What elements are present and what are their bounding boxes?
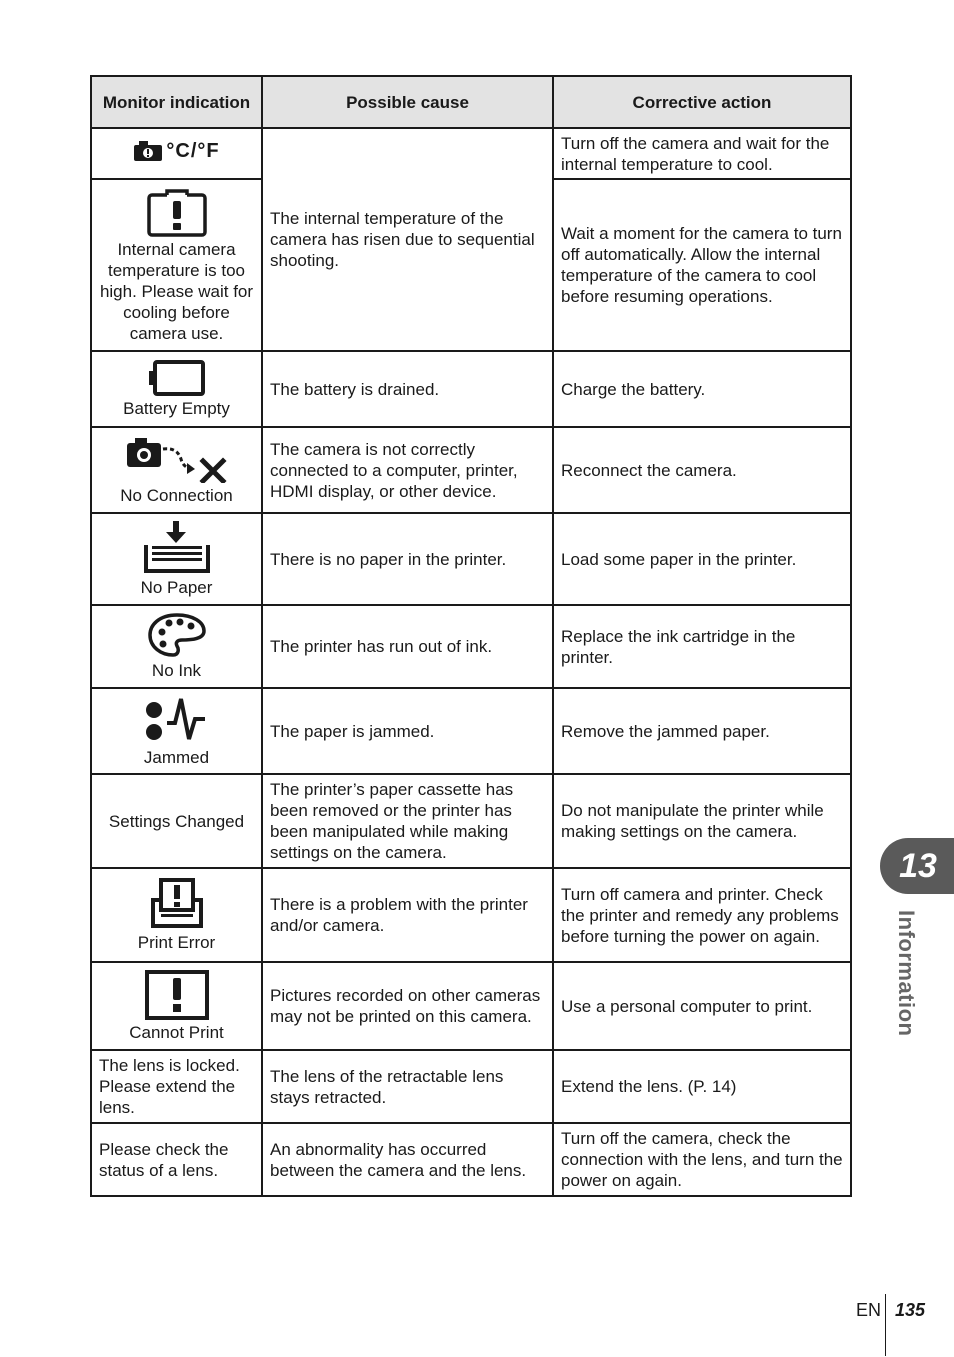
cause-cell: The lens of the retractable lens stays retracted. bbox=[262, 1050, 553, 1123]
monitor-cell: Please check the status of a lens. bbox=[91, 1123, 262, 1196]
monitor-label: Print Error bbox=[137, 932, 216, 952]
cause-cell: Pictures recorded on other cameras may not be printed on this camera. bbox=[262, 962, 553, 1050]
cause-cell: The printer has run out of ink. bbox=[262, 605, 553, 688]
monitor-label: No Paper bbox=[140, 577, 213, 597]
cause-cell: There is a problem with the printer and/or camera. bbox=[262, 868, 553, 962]
monitor-cell bbox=[91, 688, 262, 774]
temperature-unit-label: °C/°F bbox=[166, 139, 220, 162]
chapter-title: Information bbox=[894, 910, 919, 1037]
table-row bbox=[91, 868, 851, 962]
table-row bbox=[91, 1050, 851, 1123]
monitor-cell bbox=[91, 868, 262, 962]
footer-divider bbox=[885, 1294, 886, 1356]
cause-cell: The internal temperature of the camera has risen due to sequential shooting. bbox=[262, 128, 553, 351]
table-row bbox=[91, 688, 851, 774]
monitor-cell bbox=[91, 962, 262, 1050]
table-row bbox=[91, 774, 851, 868]
cause-cell: The camera is not correctly connected to a computer, printer, HDMI display, or other device. bbox=[262, 427, 553, 513]
header-monitor-indication: Monitor indication bbox=[91, 76, 262, 128]
action-cell: Do not manipulate the printer while making settings on the camera. bbox=[553, 774, 851, 868]
action-cell: Extend the lens. (P. 14) bbox=[553, 1050, 851, 1123]
cause-cell: An abnormality has occurred between the camera and the lens. bbox=[262, 1123, 553, 1196]
action-cell: Turn off camera and printer. Check the printer and remedy any problems before turning the power on again. bbox=[553, 868, 851, 962]
monitor-cell bbox=[91, 605, 262, 688]
battery-empty-icon bbox=[149, 360, 205, 396]
action-cell: Turn off the camera and wait for the internal temperature to cool. bbox=[553, 128, 851, 179]
table-header-row bbox=[91, 76, 851, 128]
table-row bbox=[91, 962, 851, 1050]
action-cell: Replace the ink cartridge in the printer. bbox=[553, 605, 851, 688]
action-cell: Turn off the camera, check the connection with the lens, and turn the power on again. bbox=[553, 1123, 851, 1196]
table-row bbox=[91, 1123, 851, 1196]
monitor-cell bbox=[91, 179, 262, 351]
cause-cell: The battery is drained. bbox=[262, 351, 553, 427]
action-cell: Remove the jammed paper. bbox=[553, 688, 851, 774]
monitor-cell bbox=[91, 427, 262, 513]
table-row bbox=[91, 427, 851, 513]
action-cell: Wait a moment for the camera to turn off automatically. Allow the internal temperature of the camera to cool before resuming operations. bbox=[553, 179, 851, 351]
paper-jam-icon bbox=[145, 695, 209, 745]
monitor-label: Settings Changed bbox=[108, 811, 245, 831]
monitor-label: Internal camera temperature is too high. Please wait for cooling before camera use. bbox=[99, 239, 254, 343]
troubleshooting-table bbox=[90, 75, 852, 1197]
monitor-label: Battery Empty bbox=[123, 398, 230, 418]
cause-cell: There is no paper in the printer. bbox=[262, 513, 553, 605]
monitor-cell: The lens is locked. Please extend the lens. bbox=[91, 1050, 262, 1123]
no-connection-icon bbox=[125, 435, 229, 483]
monitor-cell bbox=[91, 128, 262, 179]
table-row bbox=[91, 513, 851, 605]
exclamation-box-icon bbox=[145, 970, 209, 1020]
chapter-number: 13 bbox=[899, 847, 937, 885]
cause-cell: The printer’s paper cassette has been removed or the printer has been manipulated while making settings on the camera. bbox=[262, 774, 553, 868]
camera-temperature-icon bbox=[133, 140, 163, 162]
cause-cell: The paper is jammed. bbox=[262, 688, 553, 774]
header-possible-cause: Possible cause bbox=[262, 76, 553, 128]
monitor-label: No Connection bbox=[120, 485, 233, 505]
monitor-cell bbox=[91, 774, 262, 868]
action-cell: Reconnect the camera. bbox=[553, 427, 851, 513]
page-number: 135 bbox=[895, 1300, 926, 1320]
monitor-label: Jammed bbox=[143, 747, 210, 767]
table-row bbox=[91, 605, 851, 688]
table-row bbox=[91, 128, 851, 179]
monitor-label: No Ink bbox=[151, 661, 202, 680]
action-cell: Load some paper in the printer. bbox=[553, 513, 851, 605]
warning-icon bbox=[147, 187, 207, 237]
header-corrective-action: Corrective action bbox=[553, 76, 851, 128]
action-cell: Charge the battery. bbox=[553, 351, 851, 427]
printer-error-icon bbox=[149, 878, 205, 930]
table-row bbox=[91, 351, 851, 427]
monitor-cell bbox=[91, 351, 262, 427]
ink-palette-icon bbox=[147, 612, 207, 658]
monitor-cell bbox=[91, 513, 262, 605]
monitor-label: Cannot Print bbox=[129, 1022, 224, 1042]
no-paper-icon bbox=[142, 521, 212, 575]
action-cell: Use a personal computer to print. bbox=[553, 962, 851, 1050]
footer-language: EN bbox=[856, 1300, 882, 1320]
